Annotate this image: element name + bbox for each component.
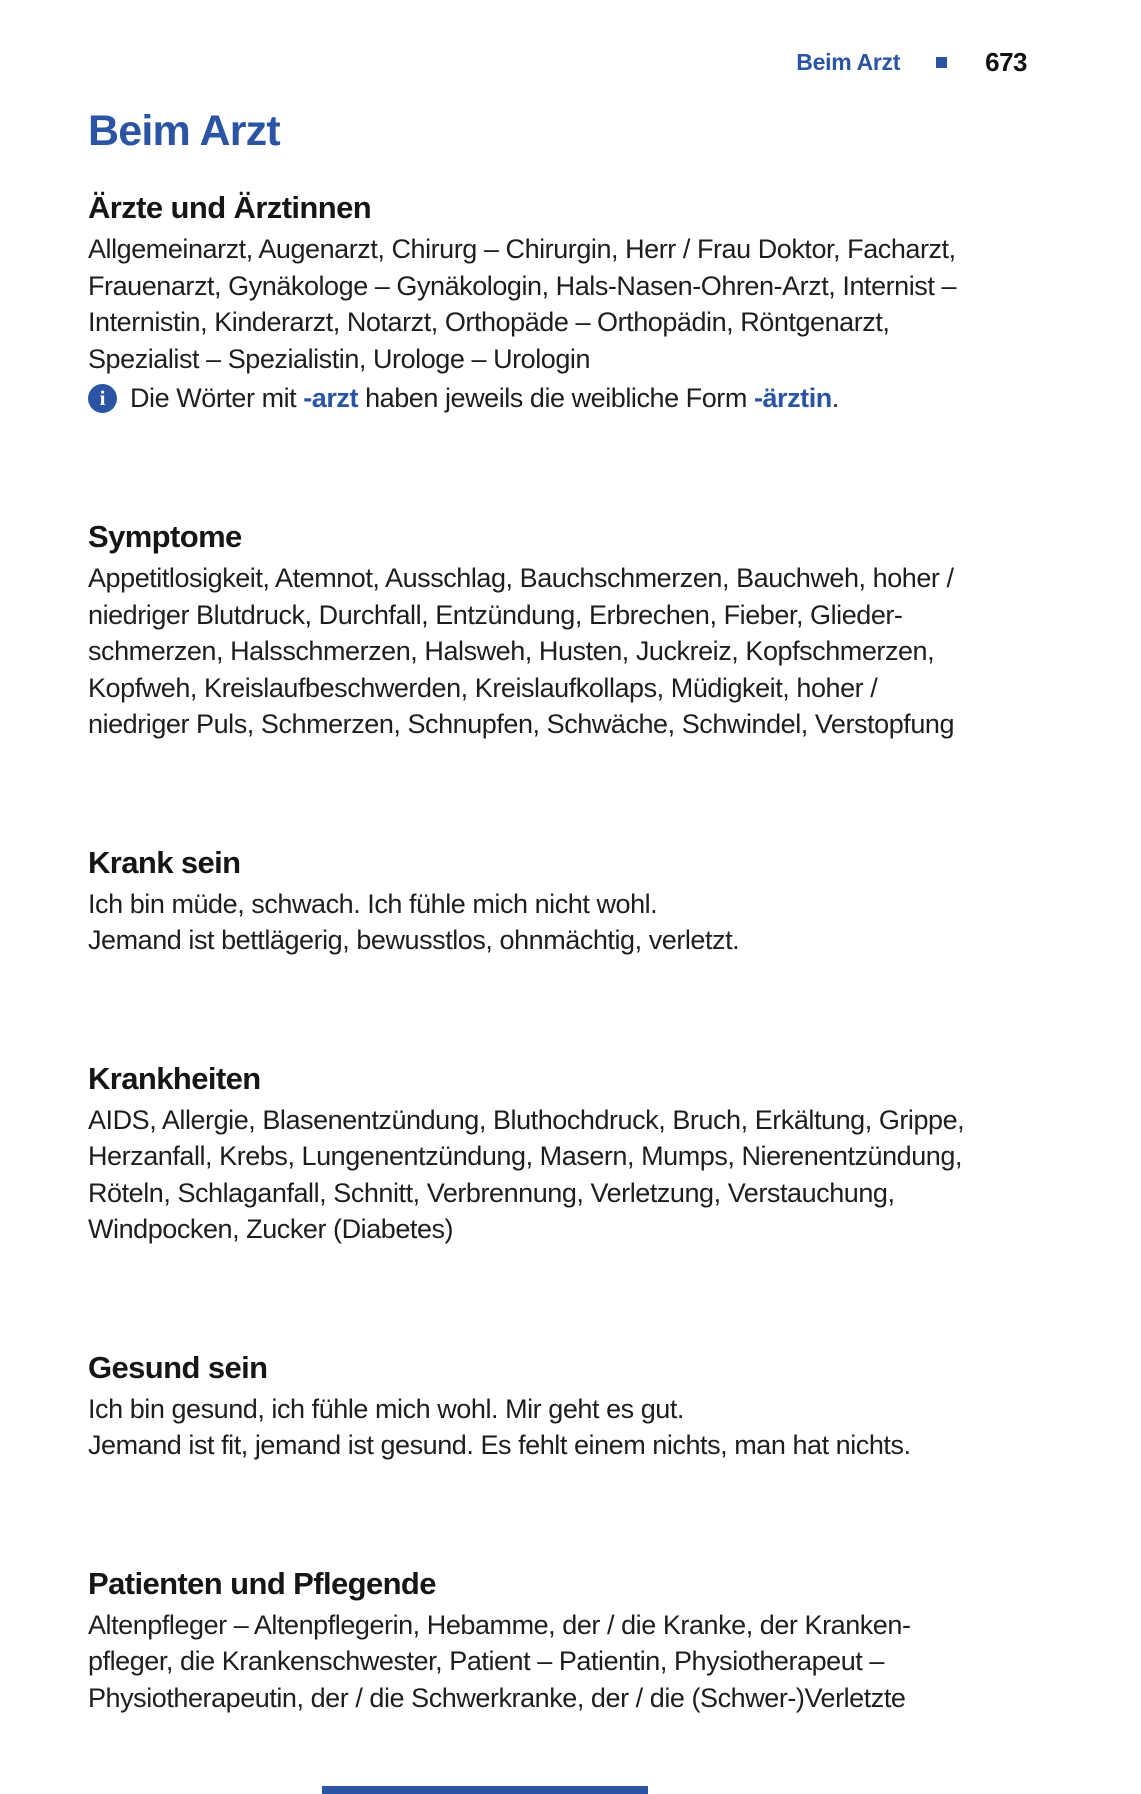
section xyxy=(88,1564,1055,1717)
body-text-line: Appetitlosigkeit, Atemnot, Ausschlag, Bauchschmerzen, Bauchweh, hoher / xyxy=(88,563,954,593)
section-heading: Gesund sein xyxy=(88,1349,268,1385)
body-text-line: Frauenarzt, Gynäkologe – Gynäkologin, Hals-Nasen-Ohren-Arzt, Internist – xyxy=(88,270,957,301)
footer-tab-bar xyxy=(322,1786,648,1794)
info-note-text xyxy=(130,383,839,414)
info-note-accent-word: -arzt xyxy=(303,383,359,413)
info-note xyxy=(88,380,1055,417)
body-text-line: Allgemeinarzt, Augenarzt, Chirurg – Chirurgin, Herr / Frau Doktor, Facharzt, xyxy=(88,234,956,264)
info-note-accent-word: -ärztin xyxy=(753,383,832,413)
info-note-plain-text: . xyxy=(831,383,839,413)
info-note-plain-text: haben jeweils die weibliche Form xyxy=(358,383,754,413)
section-heading: Patienten und Pflegende xyxy=(88,1565,436,1601)
section-heading: Krankheiten xyxy=(88,1060,261,1096)
body-text-line: Physiotherapeutin, der / die Schwerkranke, der / die (Schwer-)Verletzte xyxy=(88,1682,906,1713)
body-text-line: Windpocken, Zucker (Diabetes) xyxy=(88,1214,454,1244)
section xyxy=(88,1348,1055,1464)
body-text-line: Herzanfall, Krebs, Lungenentzündung, Masern, Mumps, Nierenentzündung, xyxy=(88,1141,962,1171)
running-header xyxy=(88,46,1027,78)
info-note-plain-text: Die Wörter mit xyxy=(130,383,304,413)
running-header-section-label: Beim Arzt xyxy=(796,48,901,75)
section xyxy=(88,517,1055,743)
body-text-line: schmerzen, Halsschmerzen, Halsweh, Husten, Juckreiz, Kopfschmerzen, xyxy=(88,636,935,666)
section-heading: Ärzte und Ärztinnen xyxy=(88,190,372,225)
info-icon: i xyxy=(88,384,117,413)
square-bullet-icon xyxy=(936,57,947,68)
body-text-line: Ich bin müde, schwach. Ich fühle mich nicht wohl. xyxy=(88,888,658,919)
body-text-line: Ich bin gesund, ich fühle mich wohl. Mir geht es gut. xyxy=(88,1393,684,1424)
sections xyxy=(88,188,1055,1716)
page-number: 673 xyxy=(985,46,1027,77)
section xyxy=(88,1059,1055,1248)
body-text-line: pfleger, die Krankenschwester, Patient – Patientin, Physiotherapeut – xyxy=(88,1646,884,1676)
body-text-line: Internistin, Kinderarzt, Notarzt, Orthopäde – Orthopädin, Röntgenarzt, xyxy=(88,307,890,337)
body-text-line: Spezialist – Spezialistin, Urologe – Urologin xyxy=(88,343,591,374)
body-text-line: Kopfweh, Kreislaufbeschwerden, Kreislaufkollaps, Müdigkeit, hoher / xyxy=(88,672,878,703)
body-text-line: niedriger Blutdruck, Durchfall, Entzündung, Erbrechen, Fieber, Glieder- xyxy=(88,599,903,630)
body-text-line: Jemand ist bettlägerig, bewusstlos, ohnmächtig, verletzt. xyxy=(88,925,740,955)
section xyxy=(88,188,1055,417)
section xyxy=(88,843,1055,959)
body-text-line: niedriger Puls, Schmerzen, Schnupfen, Schwäche, Schwindel, Verstopfung xyxy=(88,709,955,739)
section-heading: Krank sein xyxy=(88,844,241,880)
body-text-line: Röteln, Schlaganfall, Schnitt, Verbrennung, Verletzung, Verstauchung, xyxy=(88,1177,895,1208)
page-title: Beim Arzt xyxy=(88,107,280,155)
body-text-line: AIDS, Allergie, Blasenentzündung, Bluthochdruck, Bruch, Erkältung, Grippe, xyxy=(88,1104,965,1135)
section-heading: Symptome xyxy=(88,519,242,554)
body-text-line: Altenpfleger – Altenpflegerin, Hebamme, der / die Kranke, der Kranken- xyxy=(88,1609,911,1640)
body-text-line: Jemand ist fit, jemand ist gesund. Es fehlt einem nichts, man hat nichts. xyxy=(88,1430,911,1460)
